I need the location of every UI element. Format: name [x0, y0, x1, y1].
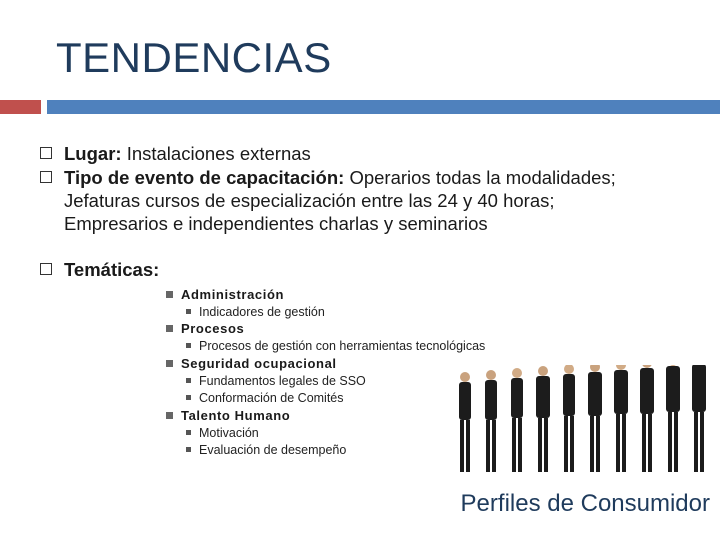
subtopic-label: Conformación de Comités [199, 391, 344, 405]
bullet-label: Temáticas: [64, 259, 160, 280]
subtopic-label: Fundamentos legales de SSO [199, 374, 366, 388]
topic-label: Administración [181, 287, 285, 302]
people-lineup-image [445, 365, 720, 485]
topic-procesos [166, 321, 244, 336]
bullet-lugar [40, 142, 660, 165]
subtopic-item [186, 374, 366, 388]
square-bullet-icon [186, 430, 191, 435]
bullet-tipo-evento [40, 166, 660, 235]
subtopic-item [186, 305, 325, 319]
subtopic-item [186, 443, 346, 457]
square-bullet-icon [166, 325, 173, 332]
topic-seguridad [166, 356, 337, 371]
accent-bar-red [0, 100, 41, 114]
bullet-tematicas [40, 258, 660, 281]
square-bullet-icon [186, 447, 191, 452]
subtopic-label: Indicadores de gestión [199, 305, 325, 319]
checkbox-bullet-icon [40, 171, 52, 183]
subtopic-item [186, 426, 259, 440]
topic-administracion [166, 287, 284, 302]
bullet-label: Tipo de evento de capacitación: [64, 167, 345, 188]
topic-label: Procesos [181, 321, 245, 336]
accent-bar-blue [47, 100, 720, 114]
slide-title: TENDENCIAS [56, 34, 332, 81]
checkbox-bullet-icon [40, 147, 52, 159]
topic-label: Seguridad ocupacional [181, 356, 337, 371]
square-bullet-icon [166, 412, 173, 419]
square-bullet-icon [186, 343, 191, 348]
square-bullet-icon [166, 360, 173, 367]
checkbox-bullet-icon [40, 263, 52, 275]
bullet-text: Operarios todas la modalidades; Jefaturas cursos de especialización entre las 24 y 40 horas; Empresarios e independientes charlas y seminarios [64, 167, 616, 234]
subtopic-label: Motivación [199, 426, 259, 440]
subtopic-item [186, 339, 485, 353]
footer-caption: Perfiles de Consumidor [460, 490, 710, 517]
bullet-label: Lugar: [64, 143, 122, 164]
square-bullet-icon [186, 378, 191, 383]
subtopic-label: Procesos de gestión con herramientas tecnológicas [199, 339, 486, 353]
square-bullet-icon [186, 309, 191, 314]
square-bullet-icon [166, 291, 173, 298]
subtopic-item [186, 391, 344, 405]
topic-talento [166, 408, 290, 423]
subtopic-label: Evaluación de desempeño [199, 443, 347, 457]
square-bullet-icon [186, 395, 191, 400]
bullet-text: Instalaciones externas [121, 143, 311, 164]
topic-label: Talento Humano [181, 408, 291, 423]
